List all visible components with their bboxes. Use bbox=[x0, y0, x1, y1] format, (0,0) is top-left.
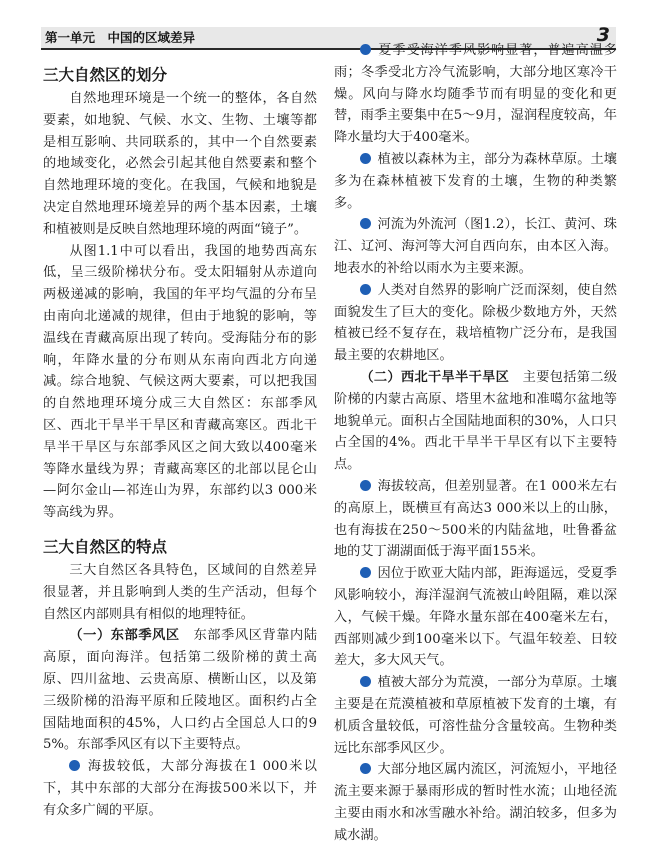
paragraph-text: 海拔较高，但差别显著。在1 000米左右的高原上，既横亘有高达3 000米以上的山脉，也有海拔在250～500米的内陆盆地，吐鲁番盆地的艾丁湖湖面低于海平面155米。 bbox=[334, 478, 617, 560]
bullet-icon bbox=[360, 218, 371, 229]
paragraph bbox=[43, 625, 317, 756]
subsection-title-east: （一）东部季风区 bbox=[69, 628, 180, 644]
right-column bbox=[334, 40, 617, 846]
paragraph-text: 河流为外流河（图1.2），长江、黄河、珠江、辽河、海河等大河自西向东，由本区入海。地表水的补给以雨水为主要来源。 bbox=[334, 217, 617, 276]
bullet-icon bbox=[360, 480, 371, 491]
paragraph-text: 夏季受海洋季风影响显著，普遍高温多雨；冬季受北方冷气流影响，大部分地区寒冷干燥。风向与降水均随季节而有明显的变化和更替，雨季主要集中在5～9月，湿润程度较高，年降水量均大于400毫米。 bbox=[334, 43, 617, 146]
bullet-icon bbox=[360, 763, 371, 774]
paragraph bbox=[334, 367, 617, 476]
bullet-icon bbox=[360, 44, 371, 55]
bullet-paragraph bbox=[334, 280, 617, 367]
bullet-icon bbox=[360, 153, 371, 164]
bullet-icon bbox=[69, 760, 80, 771]
paragraph-text: 大部分地区属内流区，河流短小，平地径流主要来源于暴雨形成的暂时性水流；山地径流主要由雨水和冰雪融水补给。湖泊较多，但多为咸水湖。 bbox=[334, 762, 617, 843]
section-title-division: 三大自然区的划分 bbox=[43, 66, 168, 84]
bullet-paragraph bbox=[334, 759, 617, 846]
bullet-paragraph bbox=[334, 672, 617, 759]
paragraph-text: 人类对自然界的影响广泛而深刻，使自然面貌发生了巨大的变化。除极少数地方外，天然植被已经不复存在，栽培植物广泛分布，是我国最主要的农耕地区。 bbox=[334, 282, 617, 364]
paragraph-text: 因位于欧亚大陆内部，距海遥远，受夏季风影响较小，海洋湿润气流被山岭阻隔，难以深入，气候干燥。年降水量东部在400毫米左右，西部则减少到100毫米以下。气温年较差、日较差大，多大风天气。 bbox=[334, 566, 617, 669]
left-column bbox=[43, 62, 317, 822]
paragraph: 自然地理环境是一个统一的整体，各自然要素，如地貌、气候、水文、生物、土壤等都是相互影响、共同联系的，其中一个自然要素的地域变化，必然会引起其他自然要素和整个自然地理环境的变化。在我国，气候和地貌是决定自然地理环境差异的两个基本因素，土壤和植被则是反映自然地理环境的两面“镜子”。 bbox=[43, 91, 317, 237]
page-number: 3 bbox=[596, 24, 610, 46]
paragraph: 从图1.1中可以看出，我国的地势西高东低，呈三级阶梯状分布。受太阳辐射从赤道向两极递减的影响，我国的年平均气温的分布呈由南向北递减的规律，但由于地貌的影响，等温线在青藏高原出现了转向。受海陆分布的影响，年降水量的分布则从东南向西北方向递减。综合地貌、气候这两大要素，可以把我国的自然地理环境分成三大自然区：东部季风区、西北干旱半干旱区和青藏高寒区。西北干旱半干旱区与东部季风区之间大致以400毫米等降水量线为界；青藏高寒区的北部以昆仑山—阿尔金山—祁连山为界，东部约以3 000米等高线为界。 bbox=[43, 243, 317, 521]
paragraph: 三大自然区各具特色，区域间的自然差异很显著，并且影响到人类的生产活动，但每个自然区内部则具有相似的地理特征。 bbox=[43, 562, 317, 622]
bullet-paragraph bbox=[334, 40, 617, 149]
bullet-paragraph bbox=[43, 756, 317, 821]
paragraph-text: 主要包括第二级阶梯的内蒙古高原、塔里木盆地和准噶尔盆地等地貌单元。面积占全国陆地面积的30%，人口只占全国的4%。西北干旱半干旱区有以下主要特点。 bbox=[334, 369, 618, 473]
paragraph-text: 植被大部分为荒漠，一部分为草原。土壤主要是在荒漠植被和草原植被下发育的土壤，有机质含量较低，可溶性盐分含量较高。生物种类远比东部季风区少。 bbox=[334, 675, 617, 756]
bullet-paragraph bbox=[334, 476, 617, 563]
bullet-paragraph bbox=[334, 214, 617, 279]
paragraph-text: 植被以森林为主，部分为森林草原。土壤多为在森林植被下发育的土壤，生物的种类繁多。 bbox=[334, 151, 617, 211]
unit-title: 第一单元 中国的区域差异 bbox=[45, 30, 196, 45]
paragraph-text: 东部季风区背靠内陆高原，面向海洋。包括第二级阶梯的黄土高原、四川盆地、云贵高原、横断山区，以及第三级阶梯的沿海平原和丘陵地区。面积约占全国陆地面积的45%，人口约占全国总人口的95%。东部季风区有以下主要特点。 bbox=[43, 628, 318, 753]
subsection-title-northwest: （二）西北干旱半干旱区 bbox=[360, 369, 510, 385]
bullet-icon bbox=[360, 567, 371, 578]
bullet-paragraph bbox=[334, 149, 617, 214]
section-title-features: 三大自然区的特点 bbox=[43, 537, 168, 556]
bullet-icon bbox=[360, 284, 371, 295]
bullet-icon bbox=[360, 676, 371, 687]
bullet-paragraph bbox=[334, 563, 617, 672]
paragraph-text: 海拔较低，大部分海拔在1 000米以下，其中东部的大部分在海拔500米以下，并有众多广阔的平原。 bbox=[43, 759, 317, 818]
